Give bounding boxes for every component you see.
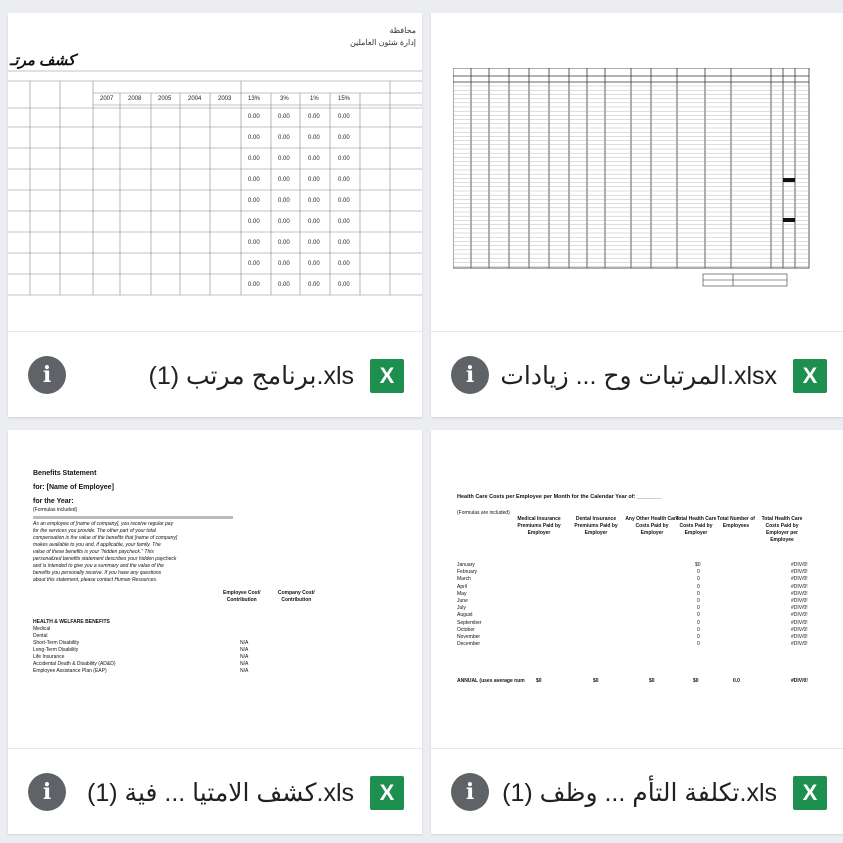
cell-value: 0.00 bbox=[248, 198, 260, 204]
annual-value: #DIV/0! bbox=[791, 678, 808, 684]
cell-value: 0.00 bbox=[338, 240, 350, 246]
total-cost: 0 bbox=[697, 605, 700, 612]
benefit-row bbox=[33, 633, 333, 640]
month-label: December bbox=[457, 641, 481, 648]
paragraph-line: compensation is the value of the benefits that [name of company] bbox=[33, 535, 178, 541]
benefits-rows bbox=[33, 626, 333, 675]
pct-col-4: 15% bbox=[338, 96, 351, 102]
month-label: May bbox=[457, 590, 467, 597]
paragraph-line: value of these benefits is your "hidden paycheck." This bbox=[33, 549, 154, 555]
spreadsheet-grid bbox=[8, 13, 422, 331]
cell-value: 0.00 bbox=[278, 261, 290, 267]
year-col-3: 2005 bbox=[158, 96, 172, 102]
cell-value: 0.00 bbox=[308, 219, 320, 225]
info-icon[interactable]: i bbox=[28, 356, 66, 394]
annual-value: $0 bbox=[693, 678, 699, 684]
annual-value: $0 bbox=[536, 678, 542, 684]
doc-formulas: (Formulas included) bbox=[33, 507, 78, 513]
file-caption bbox=[431, 748, 843, 834]
paragraph-line: benefits you personally receive. If you have any questions bbox=[33, 570, 162, 576]
sheet-title: كشف مرتـ bbox=[10, 52, 76, 69]
total-cost: 0 bbox=[697, 598, 700, 604]
benefit-row bbox=[33, 654, 333, 661]
excel-icon: X bbox=[793, 776, 827, 810]
per-employee-cost: #DIV/0! bbox=[791, 598, 808, 604]
benefit-value: N/A bbox=[240, 661, 249, 667]
total-cost: 0 bbox=[697, 612, 700, 619]
cell-value: 0.00 bbox=[278, 219, 290, 225]
file-name: كشف الامتيا ... فية (1).xls bbox=[87, 779, 354, 807]
paragraph-line: As an employee of [name of company], you receive regular pay bbox=[33, 521, 174, 527]
month-label: July bbox=[457, 605, 466, 612]
month-label: October bbox=[457, 626, 475, 633]
file-name: المرتبات وح ... زيادات.xlsx bbox=[500, 362, 777, 390]
total-cost: $0 bbox=[695, 562, 701, 568]
cell-value: 0.00 bbox=[308, 261, 320, 267]
year-col-4: 2004 bbox=[188, 96, 202, 102]
year-col-1: 2007 bbox=[100, 96, 114, 102]
pct-col-3: 1% bbox=[310, 96, 319, 102]
hc-formulas: (Formulas are included) bbox=[457, 510, 510, 516]
cell-value: 0.00 bbox=[278, 135, 290, 141]
total-cost: 0 bbox=[697, 583, 700, 590]
benefit-label: Life Insurance bbox=[33, 654, 65, 660]
cell-value: 0.00 bbox=[308, 240, 320, 246]
per-employee-cost: #DIV/0! bbox=[791, 626, 808, 633]
hc-header: Total Health Care Costs Paid by Employer bbox=[675, 516, 717, 536]
file-card-1[interactable] bbox=[8, 13, 422, 417]
per-employee-cost: #DIV/0! bbox=[791, 612, 808, 619]
col-employee-cost: Employee Cost/ Contribution bbox=[223, 590, 261, 603]
month-label: June bbox=[457, 598, 468, 604]
file-name: برنامج مرتب (1).xls bbox=[148, 362, 354, 390]
col-company-cost: Company Cost/ Contribution bbox=[278, 590, 315, 603]
per-employee-cost: #DIV/0! bbox=[791, 562, 808, 568]
cell-value: 0.00 bbox=[248, 261, 260, 267]
annual-value: $0 bbox=[593, 678, 599, 684]
sheet-header: محافظة إدارة شئون العاملين bbox=[349, 26, 416, 47]
file-preview bbox=[8, 430, 422, 748]
file-preview bbox=[8, 13, 422, 331]
annual-value: $0 bbox=[649, 678, 655, 684]
file-caption bbox=[8, 331, 422, 417]
paragraph-line: makes available to you and, if applicable, your family. The bbox=[33, 542, 161, 548]
hc-header: Any Other Health Care Costs Paid by Employer bbox=[625, 516, 679, 536]
month-label: April bbox=[457, 583, 468, 590]
benefit-label: Long-Term Disability bbox=[33, 647, 79, 653]
file-card-4[interactable] bbox=[431, 430, 843, 834]
document-content bbox=[33, 470, 333, 675]
cell-value: 0.00 bbox=[338, 156, 350, 162]
cell-value: 0.00 bbox=[278, 114, 290, 120]
file-caption bbox=[431, 331, 843, 417]
pct-col-1: 13% bbox=[248, 96, 261, 102]
benefit-value: N/A bbox=[240, 668, 249, 674]
cell-value: 0.00 bbox=[308, 114, 320, 120]
benefit-label: Short-Term Disability bbox=[33, 640, 80, 646]
cell-value: 0.00 bbox=[308, 282, 320, 288]
excel-icon: X bbox=[370, 776, 404, 810]
per-employee-cost: #DIV/0! bbox=[791, 634, 808, 640]
cell-value: 0.00 bbox=[308, 156, 320, 162]
paragraph-line: about this statement, please contact Human Resources. bbox=[33, 577, 158, 583]
info-icon[interactable]: i bbox=[451, 773, 489, 811]
per-employee-cost: #DIV/0! bbox=[791, 569, 808, 576]
hc-title: Health Care Costs per Employee per Month for the Calendar Year of: ________ bbox=[457, 494, 662, 500]
cell-value: 0.00 bbox=[308, 135, 320, 141]
cell-value: 0.00 bbox=[338, 135, 350, 141]
cell-value: 0.00 bbox=[278, 240, 290, 246]
month-label: August bbox=[457, 612, 473, 619]
cell-value: 0.00 bbox=[278, 198, 290, 204]
benefit-label: Dental bbox=[33, 633, 48, 639]
benefit-row bbox=[33, 626, 333, 633]
file-caption bbox=[8, 748, 422, 834]
cell-value: 0.00 bbox=[248, 135, 260, 141]
cell-value: 0.00 bbox=[248, 156, 260, 162]
per-employee-cost: #DIV/0! bbox=[791, 590, 808, 597]
total-cost: 0 bbox=[697, 569, 700, 576]
doc-title: Benefits Statement bbox=[33, 470, 97, 477]
benefit-value: N/A bbox=[240, 654, 249, 660]
file-preview bbox=[431, 430, 843, 748]
month-label: September bbox=[457, 619, 482, 626]
cell-value: 0.00 bbox=[278, 156, 290, 162]
month-label: January bbox=[457, 562, 475, 568]
benefit-row bbox=[33, 668, 333, 675]
cell-value: 0.00 bbox=[338, 282, 350, 288]
hc-header: Total Health Care Costs Paid by Employer per Employee bbox=[761, 516, 803, 543]
per-employee-cost: #DIV/0! bbox=[791, 583, 808, 590]
cell-value: 0.00 bbox=[338, 177, 350, 183]
cell-value: 0.00 bbox=[248, 219, 260, 225]
cell-value: 0.00 bbox=[248, 114, 260, 120]
file-card-2[interactable] bbox=[431, 13, 843, 417]
year-col-2: 2008 bbox=[128, 96, 142, 102]
total-cost: 0 bbox=[697, 619, 700, 626]
benefit-label: Employee Assistance Plan (EAP) bbox=[33, 668, 107, 674]
cell-value: 0.00 bbox=[338, 219, 350, 225]
section-title: HEALTH & WELFARE BENEFITS bbox=[33, 619, 110, 625]
hc-header: Dental Insurance Premiums Paid by Employer bbox=[574, 516, 618, 536]
paragraph-line: and is intended to give you a summary and the value of the bbox=[33, 563, 164, 569]
benefit-row bbox=[33, 647, 333, 654]
spreadsheet-grid bbox=[453, 68, 813, 298]
year-col-5: 2003 bbox=[218, 96, 232, 102]
doc-paragraph bbox=[33, 521, 333, 584]
excel-icon: X bbox=[370, 359, 404, 393]
total-cost: 0 bbox=[697, 576, 700, 583]
excel-icon: X bbox=[793, 359, 827, 393]
pct-col-2: 3% bbox=[280, 96, 289, 102]
benefit-label: Medical bbox=[33, 626, 51, 632]
cell-value: 0.00 bbox=[248, 177, 260, 183]
per-employee-cost: #DIV/0! bbox=[791, 576, 808, 583]
file-name: تكلفة التأم ... وظف (1).xls bbox=[502, 779, 777, 807]
doc-year-line: for the Year: bbox=[33, 498, 74, 505]
month-label: March bbox=[457, 576, 471, 583]
annual-value: 0.0 bbox=[733, 678, 740, 684]
benefit-row bbox=[33, 640, 333, 647]
paragraph-line: personalized benefits statement describes your hidden paycheck bbox=[33, 556, 177, 562]
cell-value: 0.00 bbox=[278, 282, 290, 288]
paragraph-line: for the services you provide. The other part of your total bbox=[33, 528, 156, 534]
month-label: February bbox=[457, 569, 478, 576]
total-cost: 0 bbox=[697, 626, 700, 633]
cell-value: 0.00 bbox=[338, 114, 350, 120]
total-cost: 0 bbox=[697, 634, 700, 640]
info-icon[interactable]: i bbox=[451, 356, 489, 394]
doc-for-line: for: [Name of Employee] bbox=[33, 484, 114, 491]
per-employee-cost: #DIV/0! bbox=[791, 605, 808, 612]
month-label: November bbox=[457, 634, 481, 640]
file-preview bbox=[431, 13, 843, 331]
total-cost: 0 bbox=[697, 641, 700, 648]
hc-header: Medical Insurance Premiums Paid by Employer bbox=[517, 516, 561, 536]
benefit-value: N/A bbox=[240, 647, 249, 653]
file-card-3[interactable] bbox=[8, 430, 422, 834]
cell-value: 0.00 bbox=[338, 198, 350, 204]
benefit-label: Accidental Death & Disability (AD&D) bbox=[33, 661, 116, 667]
benefit-row bbox=[33, 661, 333, 668]
cell-value: 0.00 bbox=[308, 198, 320, 204]
benefit-value: N/A bbox=[240, 640, 249, 646]
total-cost: 0 bbox=[697, 590, 700, 597]
info-icon[interactable]: i bbox=[28, 773, 66, 811]
per-employee-cost: #DIV/0! bbox=[791, 619, 808, 626]
cell-value: 0.00 bbox=[278, 177, 290, 183]
cell-value: 0.00 bbox=[308, 177, 320, 183]
hc-header: Total Number of Employees bbox=[717, 516, 755, 529]
hc-annual-label: ANNUAL (uses average num bbox=[457, 678, 525, 684]
cell-value: 0.00 bbox=[248, 240, 260, 246]
per-employee-cost: #DIV/0! bbox=[791, 641, 808, 648]
cell-value: 0.00 bbox=[338, 261, 350, 267]
cell-value: 0.00 bbox=[248, 282, 260, 288]
